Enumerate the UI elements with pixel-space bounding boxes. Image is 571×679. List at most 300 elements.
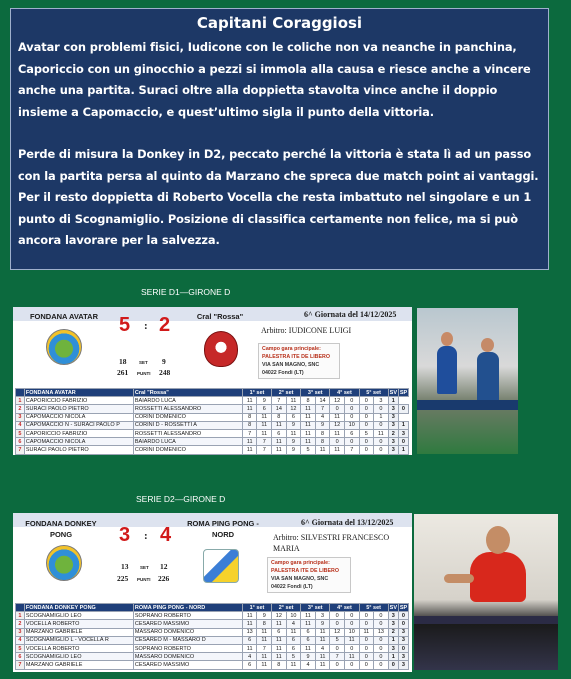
row-number: 6 xyxy=(16,653,25,661)
giornata-label: 6^ Giornata del 14/12/2025 xyxy=(304,310,397,319)
score-cell: 0 xyxy=(374,636,389,644)
score-cell: 7 xyxy=(344,446,359,454)
score-cell: 9 xyxy=(301,653,316,661)
score-cell: 8 xyxy=(301,397,316,405)
score-cell: 0 xyxy=(398,612,408,620)
sets-home: 13 xyxy=(121,562,129,571)
score-cell: 1 xyxy=(398,446,408,454)
home-player: SCOGNAMIGLIO LEO xyxy=(24,653,133,661)
table-header-cell: FONDANA DONKEY PONG xyxy=(24,604,133,612)
score-cell: 0 xyxy=(330,661,345,669)
score-cell: 0 xyxy=(359,644,374,652)
score-cell: 0 xyxy=(344,612,359,620)
row-number: 5 xyxy=(16,644,25,652)
score-cell: 0 xyxy=(374,438,389,446)
score-cell: 11 xyxy=(257,628,272,636)
score-cell: 3 xyxy=(398,628,408,636)
score-cell: 1 xyxy=(388,636,398,644)
score-cell: 10 xyxy=(344,628,359,636)
score-cell: 1 xyxy=(398,421,408,429)
score-cell: 0 xyxy=(359,405,374,413)
score-cell: 0 xyxy=(330,612,345,620)
score-cell: 3 xyxy=(388,438,398,446)
away-team-name: ROMA PING PONG - NORD xyxy=(187,519,259,539)
campo-line-3: 04022 Fondi (LT) xyxy=(262,370,304,376)
score-cell: 7 xyxy=(257,644,272,652)
score-cell: 11 xyxy=(286,397,301,405)
home-team-logo xyxy=(46,545,82,581)
sets-label: SET xyxy=(140,565,149,570)
away-player: ROSSETTI ALESSANDRO xyxy=(133,429,242,437)
campo-title: Campo gara principale: xyxy=(262,346,321,352)
player-shirt xyxy=(470,552,526,602)
score-cell: 8 xyxy=(242,421,257,429)
score-cell: 11 xyxy=(315,636,330,644)
match-photo-d1 xyxy=(417,308,518,454)
table-header-cell: 3° set xyxy=(301,389,330,397)
score-cell: 4 xyxy=(301,661,316,669)
table-row xyxy=(16,429,409,437)
table-row xyxy=(16,628,409,636)
away-player: CESAREO M - MASSARO D xyxy=(133,636,242,644)
score-cell: 3 xyxy=(388,612,398,620)
score-cell: 3 xyxy=(374,397,389,405)
score-cell: 11 xyxy=(272,446,287,454)
score-cell: 11 xyxy=(330,413,345,421)
campo-title: Campo gara principale: xyxy=(271,560,330,566)
table-header-cell: 3° set xyxy=(301,604,330,612)
campo-gara-box xyxy=(258,343,340,379)
table-header-cell: 2° set xyxy=(272,389,301,397)
score-cell: 11 xyxy=(257,421,272,429)
score-cell: 0 xyxy=(359,438,374,446)
table-row xyxy=(16,413,409,421)
score-cell: 0 xyxy=(344,413,359,421)
score-cell: 0 xyxy=(344,644,359,652)
score-cell: 0 xyxy=(344,620,359,628)
table-row xyxy=(16,644,409,652)
home-player: MARZANO GABRIELE xyxy=(24,661,133,669)
score-cell: 10 xyxy=(344,421,359,429)
score-cell: 0 xyxy=(359,446,374,454)
match-card-d2 xyxy=(13,513,412,672)
score-cell: 0 xyxy=(359,413,374,421)
campo-line-2: VIA SAN MAGNO, SNC xyxy=(271,576,329,582)
giornata-label: 6^ Giornata del 13/12/2025 xyxy=(301,518,394,527)
score-cell: 8 xyxy=(257,620,272,628)
table-header-cell: SV xyxy=(389,389,398,396)
row-number: 2 xyxy=(16,620,25,628)
table-row xyxy=(16,421,409,429)
score-cell: 6 xyxy=(301,636,316,644)
score-cell: 1 xyxy=(388,653,398,661)
table-tennis-table xyxy=(414,616,558,624)
score-cell: 0 xyxy=(359,636,374,644)
score-cell: 6 xyxy=(286,413,301,421)
score-cell: 0 xyxy=(374,653,389,661)
table-header-cell: 4° set xyxy=(330,604,359,612)
score-cell: 0 xyxy=(330,438,345,446)
score-cell: 11 xyxy=(257,653,272,661)
arbitro-label: Arbitro: SILVESTRI FRANCESCO MARIA xyxy=(273,533,390,553)
away-score: 4 xyxy=(160,524,172,546)
match-photo-d2 xyxy=(414,514,558,670)
home-score: 5 xyxy=(119,314,131,336)
home-player: CAPOMACCIO NICOLA xyxy=(24,413,133,421)
score-cell: 12 xyxy=(330,421,345,429)
score-cell: 0 xyxy=(344,661,359,669)
score-cell: 11 xyxy=(257,636,272,644)
score-cell: 11 xyxy=(242,612,257,620)
home-player: VOCELLA ROBERTO xyxy=(24,644,133,652)
score-cell: 2 xyxy=(388,429,398,437)
away-team-logo xyxy=(203,549,239,583)
score-cell: 11 xyxy=(272,644,287,652)
table-header-cell: 5° set xyxy=(359,389,388,397)
score-cell: 0 xyxy=(359,397,374,405)
score-separator: : xyxy=(144,530,148,542)
score-cell: 11 xyxy=(301,421,316,429)
score-cell: 7 xyxy=(242,429,257,437)
score-cell: 0 xyxy=(374,661,389,669)
row-number: 3 xyxy=(16,413,25,421)
campo-line-2: VIA SAN MAGNO, SNC xyxy=(262,362,320,368)
score-cell: 8 xyxy=(272,413,287,421)
score-cell: 0 xyxy=(330,644,345,652)
home-player: VOCELLA ROBERTO xyxy=(24,620,133,628)
series-label-d2: SERIE D2—GIRONE D xyxy=(136,494,226,504)
score-cell: 11 xyxy=(242,644,257,652)
campo-line-1: PALESTRA ITE DE LIBERO xyxy=(262,354,330,360)
score-cell: 7 xyxy=(315,405,330,413)
player-arm xyxy=(444,574,474,583)
score-cell: 0 xyxy=(398,620,408,628)
score-cell: 0 xyxy=(359,421,374,429)
score-cell: 3 xyxy=(398,661,408,669)
score-cell: 13 xyxy=(242,628,257,636)
campo-gara-box xyxy=(267,557,351,593)
score-cell: 6 xyxy=(257,405,272,413)
away-player: BAIARDO LUCA xyxy=(133,397,242,405)
score-cell: 9 xyxy=(315,421,330,429)
table-row xyxy=(16,612,409,620)
article-title: Capitani Coraggiosi xyxy=(196,14,363,32)
row-number: 4 xyxy=(16,636,25,644)
player-figure xyxy=(437,346,457,394)
score-cell: 1 xyxy=(388,397,398,405)
table-row xyxy=(16,438,409,446)
score-cell: 11 xyxy=(242,405,257,413)
player-figure xyxy=(477,352,499,402)
score-cell: 11 xyxy=(272,421,287,429)
campo-line-3: 04022 Fondi (LT) xyxy=(271,584,313,590)
score-cell: 11 xyxy=(242,397,257,405)
points-label: PUNTI xyxy=(137,371,151,376)
score-cell: 11 xyxy=(344,653,359,661)
score-cell: 11 xyxy=(272,653,287,661)
row-number: 5 xyxy=(16,429,25,437)
table-row xyxy=(16,661,409,669)
row-number: 6 xyxy=(16,438,25,446)
score-cell: 3 xyxy=(388,620,398,628)
score-cell: 3 xyxy=(315,612,330,620)
sets-label: SET xyxy=(139,360,148,365)
score-cell: 13 xyxy=(374,628,389,636)
table-row xyxy=(16,446,409,454)
score-cell: 11 xyxy=(301,413,316,421)
score-cell: 9 xyxy=(286,438,301,446)
score-cell: 0 xyxy=(344,438,359,446)
away-team-logo xyxy=(204,331,238,367)
row-number: 2 xyxy=(16,405,25,413)
score-cell: 0 xyxy=(330,405,345,413)
score-cell: 3 xyxy=(398,429,408,437)
score-cell: 6 xyxy=(286,636,301,644)
score-cell: 0 xyxy=(359,661,374,669)
score-cell: 4 xyxy=(286,620,301,628)
home-player: CAPORICCIO FABRIZIO xyxy=(24,429,133,437)
score-cell: 12 xyxy=(330,628,345,636)
score-cell: 14 xyxy=(272,405,287,413)
score-cell: 3 xyxy=(388,405,398,413)
score-cell: 5 xyxy=(286,653,301,661)
table-header-cell: 4° set xyxy=(330,389,359,397)
score-cell: 8 xyxy=(315,438,330,446)
score-cell: 0 xyxy=(398,644,408,652)
score-cell: 6 xyxy=(272,429,287,437)
score-cell: 0 xyxy=(374,620,389,628)
score-cell: 12 xyxy=(272,612,287,620)
score-cell: 11 xyxy=(330,429,345,437)
score-cell: 3 xyxy=(388,446,398,454)
table-row xyxy=(16,405,409,413)
score-cell: 0 xyxy=(374,405,389,413)
player-head xyxy=(481,338,494,352)
score-cell: 12 xyxy=(330,397,345,405)
score-cell: 0 xyxy=(374,644,389,652)
score-cell: 11 xyxy=(301,620,316,628)
article-paragraph-2: Perde di misura la Donkey in D2, peccato perché la vittoria è stata lì ad un passo con la partita persa al quinto da Marzano che spreca due match point ai vantaggi. Per il resto doppietta di Roberto Vocella che resta imbattuto nel singolare e un 1 punto di Scognamiglio. Posizione di classifica certamente non felice, ma si può ancora lavorare per la salvezza. xyxy=(18,147,539,247)
arbitro-label: Arbitro: IUDICONE LUIGI xyxy=(261,326,352,335)
sets-away: 12 xyxy=(160,562,168,571)
score-cell: 1 xyxy=(374,413,389,421)
row-number: 4 xyxy=(16,421,25,429)
away-player: MASSARO DOMENICO xyxy=(133,653,242,661)
table-header-cell: SP xyxy=(399,604,408,611)
score-cell: 3 xyxy=(388,413,398,421)
score-cell: 7 xyxy=(257,446,272,454)
score-cell: 0 xyxy=(398,438,408,446)
table-header-cell: ROMA PING PONG - NORD xyxy=(133,604,242,612)
score-cell: 0 xyxy=(330,620,345,628)
score-cell: 7 xyxy=(272,397,287,405)
score-cell: 4 xyxy=(315,644,330,652)
away-player: CORINI DOMENICO xyxy=(133,446,242,454)
table-header-cell: FONDANA AVATAR xyxy=(24,389,133,397)
table-header-cell: SV xyxy=(389,604,398,611)
score-cell: 11 xyxy=(301,644,316,652)
away-player: CESAREO MASSIMO xyxy=(133,620,242,628)
score-cell: 11 xyxy=(301,405,316,413)
points-label: PUNTI xyxy=(137,577,151,582)
away-player: ROSSETTI ALESSANDRO xyxy=(133,405,242,413)
away-player: SOPRANO ROBERTO xyxy=(133,612,242,620)
score-cell: 2 xyxy=(388,628,398,636)
score-cell: 9 xyxy=(286,446,301,454)
row-number: 3 xyxy=(16,628,25,636)
score-separator: : xyxy=(144,320,148,332)
score-cell: 9 xyxy=(257,612,272,620)
score-cell: 11 xyxy=(315,628,330,636)
table-header-cell: 2° set xyxy=(272,604,301,612)
score-cell: 10 xyxy=(286,612,301,620)
score-cell: 11 xyxy=(301,438,316,446)
score-cell: 14 xyxy=(315,397,330,405)
score-cell: 11 xyxy=(301,429,316,437)
score-cell: 6 xyxy=(242,636,257,644)
row-number: 1 xyxy=(16,612,25,620)
series-label-d1: SERIE D1—GIRONE D xyxy=(141,287,231,297)
score-cell: 4 xyxy=(315,413,330,421)
home-player: SCOGNAMIGLIO LEO xyxy=(24,612,133,620)
score-cell: 9 xyxy=(257,397,272,405)
score-cell: 0 xyxy=(374,421,389,429)
table-header-cell xyxy=(16,604,25,612)
score-cell: 7 xyxy=(330,653,345,661)
table-tennis-table xyxy=(417,400,518,410)
home-player: CAPOMACCIO N - SURACI PAOLO P xyxy=(24,421,133,429)
table-header-cell: 5° set xyxy=(359,604,388,612)
score-cell: 3 xyxy=(388,644,398,652)
score-cell: 8 xyxy=(272,661,287,669)
results-table-d1 xyxy=(15,388,409,455)
away-player: CORINI D - ROSSETTI A xyxy=(133,421,242,429)
table-header-row xyxy=(16,604,409,612)
home-player: MARZANO GABRIELE xyxy=(24,628,133,636)
score-cell: 12 xyxy=(286,405,301,413)
home-team-name: FONDANA DONKEY PONG xyxy=(25,519,97,539)
score-cell: 11 xyxy=(359,628,374,636)
score-cell: 6 xyxy=(272,628,287,636)
home-player: CAPORICCIO FABRIZIO xyxy=(24,397,133,405)
away-player: CORINI DOMENICO xyxy=(133,413,242,421)
score-cell: 11 xyxy=(286,661,301,669)
points-home: 261 xyxy=(117,368,129,377)
table-row xyxy=(16,397,409,405)
table-row xyxy=(16,653,409,661)
home-score: 3 xyxy=(119,524,131,546)
score-cell: 3 xyxy=(388,421,398,429)
score-cell: 0 xyxy=(388,661,398,669)
score-cell: 8 xyxy=(315,429,330,437)
table-header-cell: 1° set xyxy=(242,604,271,612)
score-cell: 0 xyxy=(374,612,389,620)
away-team-name: Cral "Rossa" xyxy=(196,312,244,321)
score-cell: 0 xyxy=(398,405,408,413)
score-cell: 0 xyxy=(359,653,374,661)
score-cell: 11 xyxy=(257,413,272,421)
table-row xyxy=(16,620,409,628)
away-player: BAIARDO LUCA xyxy=(133,438,242,446)
score-cell: 11 xyxy=(344,636,359,644)
score-cell: 0 xyxy=(359,612,374,620)
score-cell: 11 xyxy=(330,446,345,454)
sets-home: 18 xyxy=(119,357,127,366)
score-cell: 11 xyxy=(286,429,301,437)
score-cell: 11 xyxy=(242,438,257,446)
home-player: SCOGNAMIGLIO L - VOCELLA R xyxy=(24,636,133,644)
table-header-cell: SP xyxy=(399,389,408,396)
away-player: SOPRANO ROBERTO xyxy=(133,644,242,652)
row-number: 1 xyxy=(16,397,25,405)
table-header-row xyxy=(16,389,409,397)
score-cell: 6 xyxy=(301,628,316,636)
score-cell: 5 xyxy=(330,636,345,644)
score-cell: 11 xyxy=(374,429,389,437)
score-cell: 11 xyxy=(272,438,287,446)
points-away: 226 xyxy=(158,574,170,583)
score-cell: 11 xyxy=(257,661,272,669)
score-cell: 11 xyxy=(315,661,330,669)
home-team-logo xyxy=(46,329,82,365)
home-team-name: FONDANA AVATAR xyxy=(29,312,99,321)
score-cell: 11 xyxy=(286,628,301,636)
table-header-cell: Cral "Rossa" xyxy=(133,389,242,397)
table-row xyxy=(16,636,409,644)
table-header-cell: 1° set xyxy=(242,389,271,397)
away-player: CESAREO MASSIMO xyxy=(133,661,242,669)
score-cell: 11 xyxy=(257,429,272,437)
row-number: 7 xyxy=(16,446,25,454)
score-cell: 3 xyxy=(398,653,408,661)
score-cell: 0 xyxy=(344,405,359,413)
score-cell: 7 xyxy=(257,438,272,446)
home-player: SURACI PAOLO PIETRO xyxy=(24,405,133,413)
score-cell: 3 xyxy=(398,636,408,644)
campo-line-1: PALESTRA ITE DE LIBERO xyxy=(271,568,339,574)
home-player: CAPOMACCIO NICOLA xyxy=(24,438,133,446)
score-cell: 11 xyxy=(315,446,330,454)
score-cell: 5 xyxy=(359,429,374,437)
row-number: 7 xyxy=(16,661,25,669)
score-cell: 11 xyxy=(242,446,257,454)
score-cell: 6 xyxy=(242,661,257,669)
score-cell: 4 xyxy=(242,653,257,661)
score-cell: 5 xyxy=(301,446,316,454)
score-cell: 0 xyxy=(374,446,389,454)
score-cell: 9 xyxy=(286,421,301,429)
home-player: SURACI PAOLO PIETRO xyxy=(24,446,133,454)
score-cell: 9 xyxy=(315,620,330,628)
match-card-d1 xyxy=(13,307,412,455)
score-cell: 8 xyxy=(242,413,257,421)
score-cell: 6 xyxy=(344,429,359,437)
score-cell: 11 xyxy=(315,653,330,661)
article-paragraph-1: Avatar con problemi fisici, Iudicone con le coliche non va neanche in panchina, Caporiccio con un ginocchio a pezzi si immola alla causa e riesce anche a vincere anche una partita. Suraci oltre alla doppietta stavolta vince anche il doppio insieme a Capomaccio, e quest’ultimo sigla il punto della vittoria. xyxy=(18,40,531,119)
score-cell: 11 xyxy=(272,620,287,628)
player-head xyxy=(486,526,510,554)
score-cell: 6 xyxy=(286,644,301,652)
score-cell: 11 xyxy=(242,620,257,628)
sets-away: 9 xyxy=(162,357,166,366)
results-table-d2 xyxy=(15,603,409,670)
score-cell: 11 xyxy=(272,636,287,644)
points-home: 225 xyxy=(117,574,129,583)
away-player: MASSARO DOMENICO xyxy=(133,628,242,636)
points-away: 248 xyxy=(159,368,171,377)
table-header-cell xyxy=(16,389,25,397)
player-head xyxy=(441,332,453,346)
